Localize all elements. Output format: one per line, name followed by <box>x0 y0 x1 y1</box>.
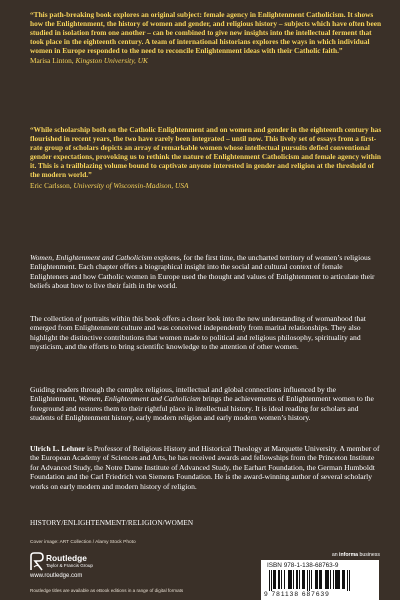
barcode-bar <box>271 570 272 591</box>
barcode-bar <box>335 570 337 589</box>
barcode-bar <box>319 570 321 589</box>
paragraph-text: is Professor of Religious History and Historical Theology at Marquette University. A member of the European Academy of Sciences and Arts, he has received awards and fellowships from the Princeton Institute for Advanced Study, the Notre Dame Institute of Advanced Study, the Earhart Foundation, the German Humboldt Foundation and the Carl Friedrich von Siemens Foundation. He is the award-winning author of several scholarly works on early modern and modern history of religion. <box>30 444 380 491</box>
publisher-group: Taylor & Francis Group <box>46 563 93 568</box>
isbn-label: ISBN 978-1-138-68763-9 <box>267 562 339 569</box>
endorsement-linton <box>30 10 382 66</box>
endorsement-quote: “While scholarship both on the Catholic Enlightenment and on women and gender in the eighteenth century has flourished in recent years, the two have rarely been integrated – until now. This lively set of essays from a first-rate group of scholars depicts an array of remarkable women whose intellectual pursuits defied conventional gender expectations, provoking us to rethink the nature of Enlightenment Catholicism and female agency within it. This is a trailblazing volume bound to captivate anyone interested in gender and religion at the threshold of the modern world.” <box>30 125 382 180</box>
book-title: Women, Enlightenment and Catholicism <box>30 253 153 262</box>
endorsement-attribution <box>30 56 382 65</box>
barcode-bar <box>342 570 344 589</box>
barcode-bar <box>275 570 276 589</box>
barcode-bar <box>330 570 331 589</box>
barcode-bar <box>325 570 327 589</box>
description-paragraph-3 <box>30 385 382 423</box>
informa-name: informa <box>339 552 359 558</box>
endorser-affiliation: University of Wisconsin-Madison, USA <box>73 180 189 190</box>
barcode-bar <box>296 570 298 589</box>
book-title: Women, Enlightenment and Catholicism <box>78 394 201 404</box>
barcode-bar <box>290 570 292 589</box>
barcode-bar <box>302 570 304 589</box>
barcode-bar <box>307 570 308 591</box>
endorsement-carlsson <box>30 125 382 190</box>
paragraph-text: Guiding readers through the complex religious, intellectual and global connections influenced by the Enlightenment, <box>30 385 336 404</box>
paragraph-text: brings the achievements of Enlightenment women to the foreground and restores them to their rightful place in intellectual history. It is ideal reading for scholars and students of Enlightenment history, early modern religion and early modern women’s history. <box>30 394 374 423</box>
barcode-bar <box>309 570 310 591</box>
routledge-r-icon <box>30 552 44 571</box>
description-paragraph-2 <box>30 314 382 352</box>
barcode-bar <box>333 570 334 589</box>
informa-business-mark: an informa business <box>331 552 380 558</box>
barcode-bar <box>347 570 348 591</box>
routledge-logo <box>30 552 93 572</box>
author-name: Ulrich L. Lehner <box>30 444 86 453</box>
endorser-name: Marisa Linton, <box>30 56 74 66</box>
barcode-bar <box>349 570 350 591</box>
barcode-bar <box>288 570 290 589</box>
barcode-bar <box>278 570 280 589</box>
barcode-block <box>261 560 379 600</box>
barcode-bar <box>269 570 270 591</box>
barcode-bar <box>293 570 294 589</box>
barcode-bar <box>337 570 339 589</box>
barcode-bar <box>344 570 345 589</box>
barcode-bar <box>317 570 318 589</box>
barcode-bar <box>339 570 340 589</box>
endorser-name: Eric Carlsson, <box>30 180 72 190</box>
endorsement-attribution <box>30 181 382 190</box>
barcode-bar <box>315 570 317 589</box>
barcode-bar <box>327 570 329 589</box>
barcode-bar <box>304 570 305 589</box>
publisher-url: www.routledge.com <box>30 573 83 579</box>
barcode-bar <box>299 570 300 589</box>
description-paragraph-1 <box>30 253 382 291</box>
endorser-affiliation: Kingston University, UK <box>75 56 148 66</box>
paragraph-text: The collection of portraits within this book offers a closer look into the new understanding of womanhood that emerged from Enlightenment culture and was conceived independently from marital relationships. They also highlight the distinctive contributions that women made to political and religious philosophy, spirituality and mysticism, and the efforts to bring scientific knowledge to the attention of other women. <box>30 314 366 352</box>
barcode-bar <box>284 570 285 589</box>
barcode-number: 9 781138 687639 <box>264 591 330 598</box>
paragraph-text: explores, for the first time, the uncharted territory of women’s religious Enlightenment. Each chapter offers a biographical insight into the social and cultural context of female Enlighteners and how Catholic women in Europe used the thought and values of Enlightenment to articulate their beliefs about how to live their faith in the world. <box>30 253 375 291</box>
barcode-bar <box>273 570 275 589</box>
barcode-bar <box>311 570 312 589</box>
barcode-bar <box>321 570 322 589</box>
author-bio <box>30 444 382 491</box>
subject-categories: HISTORY/ENLIGHTENMENT/RELIGION/WOMEN <box>30 519 194 527</box>
barcode-bar <box>281 570 282 589</box>
publisher-name: Routledge <box>46 553 87 563</box>
endorsement-quote: “This path-breaking book explores an original subject: female agency in Enlightenment Catholicism. It shows how the Enlightenment, the history of women and gender, and religious history – subjects which have often been studied in isolation from one another – can be combined to give new insights into the intellectual ferment that took place in the eighteenth century. A team of international historians explores the ways in which individual women in Europe responded to the need to reconcile Enlightenment ideas with their Catholic faith.” <box>30 10 382 56</box>
ebook-note: Routledge titles are available as eBook editions in a range of digital formats <box>30 588 184 593</box>
cover-image-credit: Cover image: ART Collection / Alamy Stock Photo <box>30 540 136 545</box>
barcode-graphic <box>269 570 373 591</box>
